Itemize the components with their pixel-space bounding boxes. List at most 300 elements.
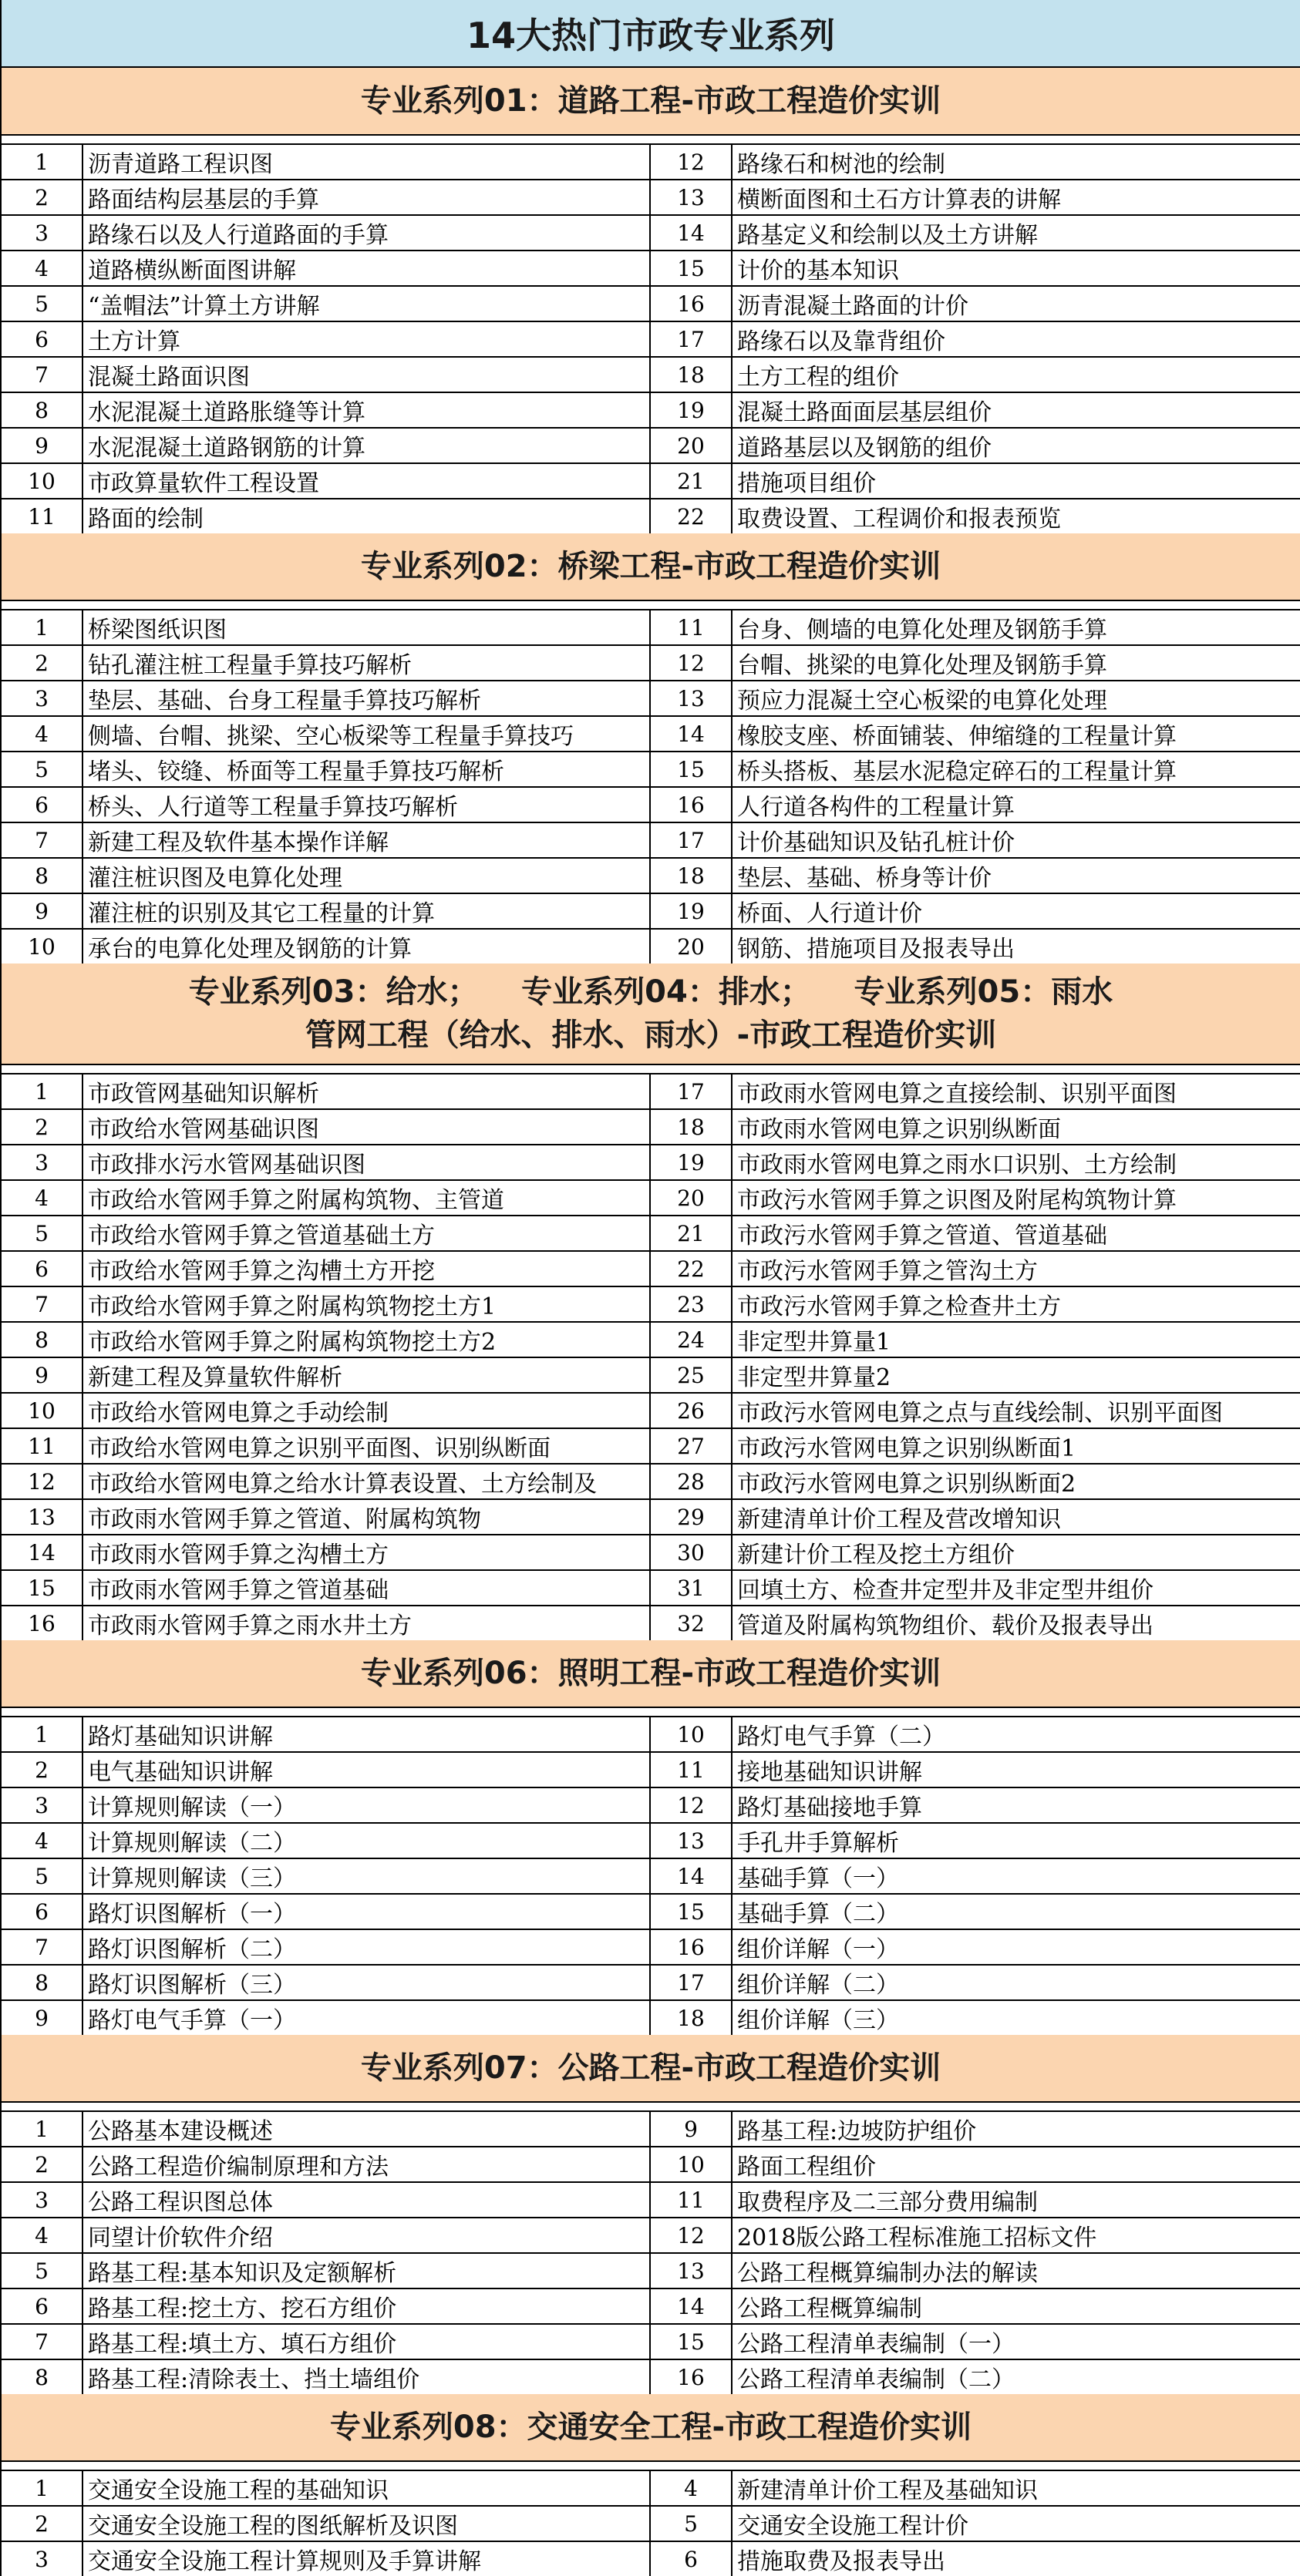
- table-row: [2, 499, 1300, 533]
- lesson-title: 混凝土路面识图: [88, 364, 250, 391]
- lesson-title: 市政给水管网手算之附属构筑物挖土方1: [88, 1293, 497, 1320]
- lesson-number: 9: [651, 2112, 733, 2146]
- table-row: [2, 2507, 1300, 2542]
- lesson-number: 8: [2, 393, 83, 427]
- lesson-number: 14: [651, 216, 733, 250]
- lesson-title: 组价详解（二）: [737, 1972, 899, 1999]
- lesson-number: 12: [2, 1465, 83, 1498]
- table-row: [2, 2001, 1300, 2035]
- lesson-cell-left: [2, 2001, 651, 2035]
- lesson-cell-right: [651, 2507, 1300, 2541]
- lesson-number: 4: [651, 2471, 733, 2505]
- lesson-title: 计算规则解读（二）: [88, 1830, 296, 1857]
- lesson-number: 10: [651, 1717, 733, 1751]
- lesson-title: 新建工程及算量软件解析: [88, 1364, 342, 1391]
- lesson-cell-left: [2, 859, 651, 893]
- lesson-cell-right: [651, 1181, 1300, 1215]
- lesson-number: 2: [2, 1753, 83, 1787]
- lesson-number: 6: [2, 1252, 83, 1286]
- lesson-title: 市政污水管网电算之识别纵断面1: [737, 1435, 1076, 1462]
- lesson-title: 计价的基本知识: [737, 257, 899, 284]
- lesson-title: 公路工程概算编制办法的解读: [737, 2260, 1038, 2287]
- lesson-number: 9: [2, 2001, 83, 2035]
- lesson-cell-left: [2, 1429, 651, 1463]
- lesson-cell-left: [2, 681, 651, 715]
- lesson-cell-right: [651, 2218, 1300, 2252]
- lesson-number: 1: [2, 2471, 83, 2505]
- lesson-title: 路灯电气手算（二）: [737, 1723, 945, 1750]
- lesson-number: 14: [2, 1535, 83, 1569]
- lesson-title: 市政污水管网手算之管沟土方: [737, 1258, 1038, 1285]
- series-header: [2, 963, 1300, 1065]
- lesson-cell-left: [2, 1535, 651, 1569]
- lesson-number: 1: [2, 2112, 83, 2146]
- lesson-cell-right: [651, 1859, 1300, 1893]
- lesson-title: 灌注桩识图及电算化处理: [88, 865, 342, 892]
- header-spacer: [2, 2462, 1300, 2470]
- table-row: [2, 1074, 1300, 1110]
- lesson-cell-right: [651, 2542, 1300, 2576]
- table-row: [2, 1358, 1300, 1394]
- lesson-number: 3: [2, 2542, 83, 2576]
- lesson-number: 18: [651, 358, 733, 392]
- lesson-number: 31: [651, 1571, 733, 1605]
- lesson-title: 组价详解（一）: [737, 1936, 899, 1963]
- lesson-cell-right: [651, 429, 1300, 462]
- lesson-cell-left: [2, 1465, 651, 1498]
- header-spacer: [2, 136, 1300, 143]
- table-row: [2, 930, 1300, 963]
- lesson-number: 14: [651, 717, 733, 751]
- lesson-number: 12: [651, 646, 733, 680]
- table-row: [2, 1394, 1300, 1429]
- lesson-title: 路面结构层基层的手算: [88, 187, 319, 214]
- lesson-cell-left: [2, 358, 651, 392]
- lesson-cell-right: [651, 1500, 1300, 1534]
- lesson-title: 横断面图和土石方计算表的讲解: [737, 187, 1061, 214]
- lesson-number: 8: [2, 2360, 83, 2394]
- lesson-number: 5: [2, 752, 83, 786]
- lesson-cell-left: [2, 1717, 651, 1751]
- lesson-title: 道路基层以及钢筋的组价: [737, 435, 992, 462]
- lesson-number: 14: [651, 1859, 733, 1893]
- lesson-number: 13: [651, 180, 733, 214]
- lesson-number: 2: [2, 1110, 83, 1144]
- lesson-cell-left: [2, 322, 651, 356]
- lesson-number: 6: [2, 322, 83, 356]
- lesson-title: 公路工程清单表编制（二）: [737, 2366, 1015, 2393]
- lesson-cell-right: [651, 1323, 1300, 1357]
- table-row: [2, 646, 1300, 681]
- lesson-number: 22: [651, 499, 733, 533]
- lesson-title: 组价详解（三）: [737, 2007, 899, 2034]
- lesson-title: 市政污水管网电算之识别纵断面2: [737, 1471, 1076, 1498]
- table-row: [2, 145, 1300, 180]
- lesson-title: 市政雨水管网电算之直接绘制、识别平面图: [737, 1081, 1177, 1108]
- lesson-cell-left: [2, 2147, 651, 2181]
- lesson-number: 17: [651, 1966, 733, 1999]
- lesson-cell-right: [651, 2289, 1300, 2323]
- lesson-title: 取费程序及二三部分费用编制: [737, 2189, 1038, 2216]
- lesson-number: 13: [2, 1500, 83, 1534]
- lesson-number: 19: [651, 894, 733, 928]
- lesson-cell-right: [651, 1535, 1300, 1569]
- lesson-cell-right: [651, 464, 1300, 498]
- lesson-cell-left: [2, 1145, 651, 1179]
- table-row: [2, 1429, 1300, 1465]
- lesson-cell-left: [2, 610, 651, 644]
- lesson-cell-right: [651, 2360, 1300, 2394]
- lesson-number: 6: [2, 788, 83, 822]
- lesson-number: 6: [651, 2542, 733, 2576]
- lesson-cell-right: [651, 894, 1300, 928]
- table-row: [2, 823, 1300, 859]
- lesson-cell-right: [651, 2325, 1300, 2359]
- lesson-cell-left: [2, 145, 651, 179]
- lesson-cell-left: [2, 1753, 651, 1787]
- lesson-title: 公路工程清单表编制（一）: [737, 2331, 1015, 2358]
- lesson-title: 计算规则解读（一）: [88, 1794, 296, 1821]
- lesson-table: [2, 2470, 1300, 2576]
- lesson-cell-right: [651, 681, 1300, 715]
- lesson-cell-right: [651, 1358, 1300, 1392]
- lesson-number: 9: [2, 1358, 83, 1392]
- series-header-line: 管网工程（给水、排水、雨水）-市政工程造价实训: [305, 1017, 997, 1053]
- lesson-title: 路基工程:挖土方、挖石方组价: [88, 2295, 397, 2322]
- lesson-cell-left: [2, 1074, 651, 1108]
- lesson-title: 市政雨水管网手算之管道、附属构筑物: [88, 1506, 481, 1533]
- lesson-title: 桥梁图纸识图: [88, 617, 227, 644]
- lesson-number: 4: [2, 717, 83, 751]
- lesson-number: 10: [651, 2147, 733, 2181]
- lesson-number: 32: [651, 1606, 733, 1640]
- lesson-table: [2, 1716, 1300, 2035]
- series-header-line: 专业系列03：给水； 专业系列04：排水； 专业系列05：雨水: [188, 974, 1113, 1010]
- lesson-number: 9: [2, 894, 83, 928]
- lesson-title: 市政污水管网手算之检查井土方: [737, 1293, 1061, 1320]
- lesson-cell-right: [651, 1252, 1300, 1286]
- lesson-number: 21: [651, 1216, 733, 1250]
- table-row: [2, 1606, 1300, 1640]
- lesson-number: 5: [2, 1859, 83, 1893]
- lesson-cell-left: [2, 1895, 651, 1929]
- lesson-title: 同望计价软件介绍: [88, 2225, 273, 2251]
- lesson-number: 3: [2, 681, 83, 715]
- lesson-title: 计算规则解读（三）: [88, 1865, 296, 1892]
- lesson-table: [2, 609, 1300, 963]
- lesson-number: 1: [2, 1717, 83, 1751]
- lesson-title: 公路基本建设概述: [88, 2118, 273, 2145]
- lesson-number: 11: [651, 610, 733, 644]
- lesson-title: 路面的绘制: [88, 506, 204, 533]
- lesson-number: 20: [651, 429, 733, 462]
- table-row: [2, 216, 1300, 251]
- lesson-cell-left: [2, 2183, 651, 2217]
- lesson-cell-right: [651, 180, 1300, 214]
- page-title: 14大热门市政专业系列: [2, 0, 1300, 68]
- lesson-cell-left: [2, 2507, 651, 2541]
- lesson-number: 11: [2, 499, 83, 533]
- series-section-s07: [2, 2035, 1300, 2394]
- lesson-title: 沥青道路工程识图: [88, 151, 273, 178]
- lesson-number: 12: [651, 2218, 733, 2252]
- table-row: [2, 1110, 1300, 1145]
- lesson-cell-right: [651, 251, 1300, 285]
- lesson-cell-right: [651, 322, 1300, 356]
- lesson-title: 新建清单计价工程及基础知识: [737, 2477, 1038, 2504]
- lesson-cell-right: [651, 930, 1300, 963]
- series-header: [2, 68, 1300, 136]
- table-row: [2, 1500, 1300, 1535]
- lesson-cell-left: [2, 1181, 651, 1215]
- lesson-number: 15: [651, 752, 733, 786]
- lesson-number: 3: [2, 1788, 83, 1822]
- lesson-title: 新建工程及软件基本操作详解: [88, 829, 389, 856]
- lesson-title: 路灯识图解析（一）: [88, 1901, 296, 1928]
- lesson-title: 市政给水管网电算之给水计算表设置、土方绘制及: [88, 1471, 597, 1498]
- lesson-number: 6: [2, 1895, 83, 1929]
- table-row: [2, 894, 1300, 930]
- lesson-number: 11: [651, 2183, 733, 2217]
- lesson-title: 路灯基础知识讲解: [88, 1723, 273, 1750]
- lesson-number: 27: [651, 1429, 733, 1463]
- lesson-cell-left: [2, 499, 651, 533]
- table-row: [2, 1930, 1300, 1966]
- table-row: [2, 1465, 1300, 1500]
- lesson-title: 路基工程:填土方、填石方组价: [88, 2331, 397, 2358]
- lesson-title: 措施取费及报表导出: [737, 2548, 945, 2575]
- lesson-cell-right: [651, 1824, 1300, 1858]
- lesson-number: 2: [2, 646, 83, 680]
- lesson-number: 3: [2, 216, 83, 250]
- lesson-cell-left: [2, 216, 651, 250]
- series-header-line: 专业系列01：道路工程-市政工程造价实训: [360, 83, 941, 119]
- table-row: [2, 322, 1300, 358]
- lesson-cell-left: [2, 1394, 651, 1428]
- lesson-title: 道路横纵断面图讲解: [88, 257, 296, 284]
- lesson-title: 侧墙、台帽、挑梁、空心板梁等工程量手算技巧: [88, 723, 574, 750]
- lesson-number: 30: [651, 1535, 733, 1569]
- lesson-title: 交通安全设施工程计价: [737, 2513, 968, 2540]
- lesson-number: 15: [651, 1895, 733, 1929]
- lesson-title: 接地基础知识讲解: [737, 1759, 922, 1786]
- lesson-cell-right: [651, 1287, 1300, 1321]
- lesson-cell-right: [651, 393, 1300, 427]
- lesson-title: 台身、侧墙的电算化处理及钢筋手算: [737, 617, 1107, 644]
- lesson-number: 18: [651, 859, 733, 893]
- lesson-number: 9: [2, 429, 83, 462]
- table-row: [2, 1535, 1300, 1571]
- lesson-cell-right: [651, 2147, 1300, 2181]
- lesson-cell-left: [2, 1323, 651, 1357]
- lesson-title: 钢筋、措施项目及报表导出: [737, 936, 1015, 963]
- lesson-title: 路缘石以及靠背组价: [737, 328, 945, 355]
- table-row: [2, 2360, 1300, 2394]
- lesson-title: 市政给水管网基础识图: [88, 1116, 319, 1143]
- lesson-cell-right: [651, 1394, 1300, 1428]
- lesson-title: 市政排水污水管网基础识图: [88, 1152, 365, 1179]
- lesson-number: 3: [2, 1145, 83, 1179]
- lesson-number: 26: [651, 1394, 733, 1428]
- series-section-s02: [2, 533, 1300, 963]
- lesson-title: 承台的电算化处理及钢筋的计算: [88, 936, 412, 963]
- header-spacer: [2, 2103, 1300, 2110]
- lesson-cell-right: [651, 1216, 1300, 1250]
- lesson-cell-left: [2, 2254, 651, 2288]
- lesson-cell-right: [651, 788, 1300, 822]
- lesson-cell-left: [2, 1358, 651, 1392]
- lesson-title: 市政算量软件工程设置: [88, 470, 319, 497]
- lesson-title: 钻孔灌注桩工程量手算技巧解析: [88, 652, 412, 679]
- lesson-title: 市政雨水管网手算之雨水井土方: [88, 1613, 412, 1639]
- lesson-cell-right: [651, 859, 1300, 893]
- lesson-cell-right: [651, 1465, 1300, 1498]
- table-row: [2, 2147, 1300, 2183]
- lesson-title: 路灯识图解析（三）: [88, 1972, 296, 1999]
- lesson-title: 桥头搭板、基层水泥稳定碎石的工程量计算: [737, 758, 1177, 785]
- lesson-number: 22: [651, 1252, 733, 1286]
- lesson-title: 电气基础知识讲解: [88, 1759, 273, 1786]
- lesson-number: 20: [651, 1181, 733, 1215]
- lesson-title: 路灯识图解析（二）: [88, 1936, 296, 1963]
- lesson-table: [2, 1073, 1300, 1640]
- lesson-cell-left: [2, 1500, 651, 1534]
- lesson-number: 18: [651, 1110, 733, 1144]
- lesson-number: 17: [651, 1074, 733, 1108]
- lesson-title: 路面工程组价: [737, 2154, 876, 2181]
- lesson-number: 10: [2, 930, 83, 963]
- lesson-cell-left: [2, 930, 651, 963]
- lesson-cell-left: [2, 1788, 651, 1822]
- lesson-number: 4: [2, 1824, 83, 1858]
- series-header: [2, 1640, 1300, 1708]
- lesson-title: 路基工程:边坡防护组价: [737, 2118, 977, 2145]
- lesson-cell-right: [651, 2183, 1300, 2217]
- lesson-number: 5: [2, 1216, 83, 1250]
- lesson-title: 市政给水管网电算之识别平面图、识别纵断面: [88, 1435, 551, 1462]
- table-row: [2, 393, 1300, 429]
- series-header: [2, 533, 1300, 601]
- lesson-title: 新建计价工程及挖土方组价: [737, 1542, 1015, 1569]
- lesson-cell-left: [2, 1110, 651, 1144]
- lesson-title: 措施项目组价: [737, 470, 876, 497]
- lesson-cell-right: [651, 216, 1300, 250]
- lesson-number: 1: [2, 610, 83, 644]
- lesson-cell-left: [2, 393, 651, 427]
- lesson-title: 市政污水管网电算之点与直线绘制、识别平面图: [737, 1400, 1223, 1427]
- lesson-cell-left: [2, 251, 651, 285]
- table-row: [2, 1753, 1300, 1788]
- table-row: [2, 1895, 1300, 1930]
- lesson-number: 4: [2, 251, 83, 285]
- series-section-s06: [2, 1640, 1300, 2035]
- sections-container: [2, 68, 1300, 2576]
- lesson-title: 市政雨水管网手算之沟槽土方: [88, 1542, 389, 1569]
- lesson-title: 路灯基础接地手算: [737, 1794, 922, 1821]
- table-row: [2, 610, 1300, 646]
- lesson-number: 28: [651, 1465, 733, 1498]
- lesson-title: 桥头、人行道等工程量手算技巧解析: [88, 794, 458, 821]
- lesson-cell-right: [651, 1788, 1300, 1822]
- lesson-number: 19: [651, 1145, 733, 1179]
- lesson-title: 路基定义和绘制以及土方讲解: [737, 222, 1038, 249]
- lesson-title: 水泥混凝土道路钢筋的计算: [88, 435, 365, 462]
- lesson-number: 8: [2, 1323, 83, 1357]
- lesson-title: 取费设置、工程调价和报表预览: [737, 506, 1061, 533]
- lesson-cell-right: [651, 287, 1300, 321]
- table-row: [2, 1287, 1300, 1323]
- lesson-cell-left: [2, 788, 651, 822]
- lesson-number: 11: [2, 1429, 83, 1463]
- lesson-number: 1: [2, 1074, 83, 1108]
- lesson-cell-left: [2, 2112, 651, 2146]
- lesson-title: 路基工程:清除表土、挡土墙组价: [88, 2366, 420, 2393]
- lesson-cell-right: [651, 1930, 1300, 1964]
- table-row: [2, 752, 1300, 788]
- lesson-title: 堵头、铰缝、桥面等工程量手算技巧解析: [88, 758, 504, 785]
- table-row: [2, 1181, 1300, 1216]
- lesson-number: 7: [2, 1930, 83, 1964]
- series-header-line: 专业系列06：照明工程-市政工程造价实训: [360, 1656, 941, 1691]
- lesson-cell-left: [2, 752, 651, 786]
- lesson-cell-left: [2, 464, 651, 498]
- lesson-cell-right: [651, 1145, 1300, 1179]
- lesson-number: 13: [651, 681, 733, 715]
- lesson-number: 7: [2, 1287, 83, 1321]
- series-section-s03: [2, 963, 1300, 1640]
- lesson-cell-left: [2, 2218, 651, 2252]
- lesson-cell-left: [2, 2542, 651, 2576]
- table-row: [2, 2183, 1300, 2218]
- lesson-number: 1: [2, 145, 83, 179]
- lesson-cell-left: [2, 1216, 651, 1250]
- lesson-title: 公路工程概算编制: [737, 2295, 922, 2322]
- lesson-title: 非定型井算量1: [737, 1329, 891, 1356]
- lesson-title: 路缘石以及人行道路面的手算: [88, 222, 389, 249]
- lesson-cell-left: [2, 1966, 651, 1999]
- lesson-cell-left: [2, 823, 651, 857]
- lesson-number: 10: [2, 464, 83, 498]
- lesson-cell-right: [651, 1753, 1300, 1787]
- lesson-title: 新建清单计价工程及营改增知识: [737, 1506, 1061, 1533]
- lesson-title: 垫层、基础、桥身等计价: [737, 865, 992, 892]
- lesson-title: 2018版公路工程标准施工招标文件: [737, 2225, 1097, 2251]
- lesson-cell-right: [651, 2471, 1300, 2505]
- lesson-title: 台帽、挑梁的电算化处理及钢筋手算: [737, 652, 1107, 679]
- lesson-number: 24: [651, 1323, 733, 1357]
- lesson-number: 16: [651, 287, 733, 321]
- series-header-line: 专业系列02：桥梁工程-市政工程造价实训: [360, 549, 941, 584]
- lesson-number: 15: [2, 1571, 83, 1605]
- lesson-cell-right: [651, 2001, 1300, 2035]
- lesson-title: 市政污水管网手算之管道、管道基础: [737, 1222, 1107, 1249]
- lesson-cell-right: [651, 1429, 1300, 1463]
- series-section-s08: [2, 2394, 1300, 2576]
- lesson-cell-right: [651, 145, 1300, 179]
- header-spacer: [2, 1708, 1300, 1716]
- lesson-cell-left: [2, 1606, 651, 1640]
- table-row: [2, 1824, 1300, 1859]
- lesson-number: 2: [2, 2507, 83, 2541]
- lesson-cell-right: [651, 2112, 1300, 2146]
- lesson-cell-right: [651, 2254, 1300, 2288]
- lesson-title: 市政给水管网电算之手动绘制: [88, 1400, 389, 1427]
- table-row: [2, 2112, 1300, 2147]
- lesson-title: 市政管网基础知识解析: [88, 1081, 319, 1108]
- lesson-number: 16: [651, 2360, 733, 2394]
- table-row: [2, 859, 1300, 894]
- lesson-number: 16: [651, 788, 733, 822]
